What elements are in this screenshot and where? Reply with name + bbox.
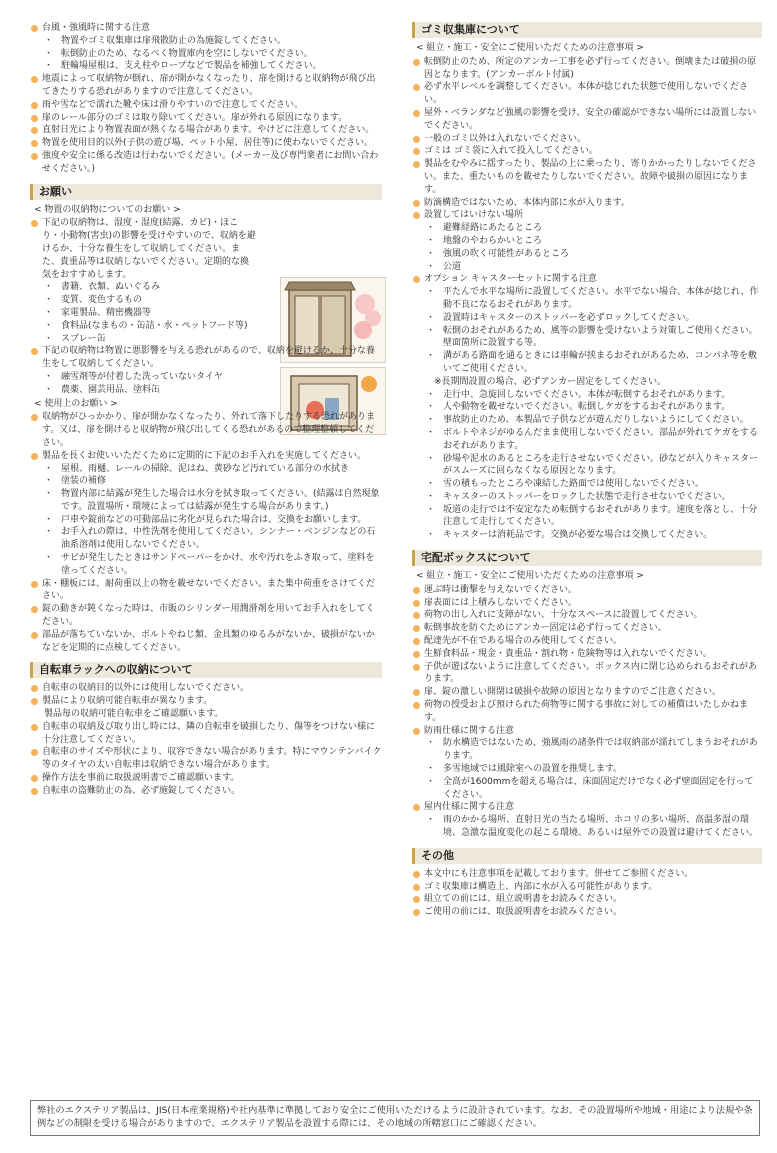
delivery-item: 扉、錠の激しい開閉は破損や故障の原因となりますのでご注意ください。	[412, 686, 762, 699]
bad-items-intro: 下記の収納物は物置に悪影響を与える恐れがあるので、収納を避けるか、十分な養生をして収納してください。	[30, 345, 382, 371]
caster-item: ・ 人や動物を載せないでください。転倒しケガをするおそれがあります。	[412, 401, 762, 414]
indoor-item: ・ 雨のかかる場所、直射日光の当たる場所、ホコリの多い場所、高温多湿の環境、急激な温度変化の起こる環境、あるいは屋外での設置は避けてください。	[412, 814, 762, 840]
caster-title: オプション キャスターセットに関する注意	[412, 273, 762, 286]
note-item: 地震によって収納物が倒れ、扉が開かなくなったり、扉を開けると収納物が飛び出てきたりする恐れがありますので注意してください。	[30, 73, 382, 99]
storage-intro: 下記の収納物は、湿度・湿度(結露、カビ)・ほこり・小動物(害虫)の影響を受けやすいので、収納を避けるか、十分な養生をして収納してください。また、貴重品等は収納しないでください。定期的な換気をおすすめします。	[30, 217, 256, 281]
note-item: 強度や安全に係る改造は行わないでください。(メーカー及び専門業者にお問い合わせください。)	[30, 150, 382, 176]
bike-item: 製品により収納可能自転車が異なります。	[30, 695, 382, 708]
storage-item: ・ 変質、変色するもの	[30, 294, 275, 307]
note-item: 扉のレール部分のゴミは取り除いてください。扉が外れる原因になります。	[30, 112, 382, 125]
storage-subheading: < 物置の収納物についてのお願い >	[34, 204, 181, 215]
delivery-item: 扉表面には上積みしないでください。	[412, 597, 762, 610]
rain-item: ・ 防水構造ではないため、強風雨の諸条件では収納部が濡れてしまうおそれがあります。	[412, 737, 762, 763]
delivery-item: 荷物の出し入れに支障がない、十分なスペースに設置してください。	[412, 609, 762, 622]
garbage-item: ゴミは ゴミ袋に入れて投入してください。	[412, 145, 762, 158]
left-column	[30, 22, 382, 798]
caster-item: ・ 雪の積もったところや凍結した路面では使用しないでください。	[412, 478, 762, 491]
rain-title: 防雨仕様に関する注意	[412, 725, 762, 738]
right-column	[412, 22, 762, 919]
note-item: 直射日光により物置表面が熱くなる場合があります。やけどに注意してください。	[30, 124, 382, 137]
delivery-item: 転倒事故を防ぐためにアンカー固定は必ず行ってください。	[412, 622, 762, 635]
onegai-header: お願い	[30, 184, 382, 200]
usage-item: 製品を長くお使いいただくために定期的に下記のお手入れを実施してください。	[30, 450, 382, 463]
caster-item: ・ キャスターは消耗品です。交換が必要な場合は交換してください。	[412, 529, 762, 542]
footer-disclaimer: 弊社のエクステリア製品は、JIS(日本産業規格)や社内基準に準拠しており安全にご使用いただけるように設計されています。なお、その設置場所や地域・用途により法規や条例などの制限を受ける場合がありますので、エクステリア製品を設置する際には、その地域の所轄窓口にご確認ください。	[30, 1100, 760, 1136]
garbage-item: 防滴構造ではないため、本体内部に水が入ります。	[412, 197, 762, 210]
caster-item: ・ 砂場や泥水のあるところを走行させないでください。砂などが入りキャスターがスムーズに回らなくなる原因となります。	[412, 453, 762, 479]
typhoon-item: ・ 転倒防止のため、なるべく物置庫内を空にしないでください。	[30, 48, 382, 61]
other-item: 組立ての前には、組立説明書をお読みください。	[412, 893, 762, 906]
garbage-item: 屋外・ベランダなど強風の影響を受け、安全の確認ができない場所には設置しないでください。	[412, 107, 762, 133]
caster-item: ・ 平たんで水平な場所に設置してください。水平でない場合、本体が捻じれ、作動不良になるおそれがあります。	[412, 286, 762, 312]
place-title: 設置してはいけない場所	[412, 209, 762, 222]
caster-item: ・ 事故防止のため、本製品で子供などが遊んだりしないようにしてください。	[412, 414, 762, 427]
place-item: ・ 強風の吹く可能性があるところ	[412, 248, 762, 261]
note-item: 物置を使用目的以外(子供の遊び場、ペット小屋、居住等)に使わないでください。	[30, 137, 382, 150]
delivery-item: 運ぶ時は衝撃を与えないでください。	[412, 584, 762, 597]
note-item: 雨や雪などで濡れた靴や床は滑りやすいので注意してください。	[30, 99, 382, 112]
caster-item: ・ 設置時はキャスターのストッパーを必ずロックしてください。	[412, 312, 762, 325]
delivery-subheading: < 組立・施工・安全にご使用いただくための注意事項 >	[416, 571, 644, 582]
bad-item: ・ 融雪剤等が付着した洗っていないタイヤ	[30, 371, 382, 384]
typhoon-title: 台風・強風時に関する注意	[30, 22, 382, 35]
care-item: ・ 戸車や錠前などの可動部品に劣化が見られた場合は、交換をお願いします。	[30, 514, 382, 527]
usage-item: 収納物がひっかかり、扉が開かなくなったり、外れて落下したりする恐れがあります。又は、扉を開けると収納物が飛び出してくる恐れがあるので整理整頓してください。	[30, 411, 382, 449]
usage-item: 床・棚板には、耐荷重以上の物を載せないでください。また集中荷重をさけてください。	[30, 578, 382, 604]
garbage-header: ゴミ収集庫について	[412, 22, 762, 38]
place-item: ・ 避難経路にあたるところ	[412, 222, 762, 235]
garbage-item: 製品をむやみに揺すったり、製品の上に乗ったり、寄りかかったりしないでください。また、重たいものを載せたりしないでください。故障や破損の原因になります。	[412, 158, 762, 196]
caster-item: ・ キャスターのストッパーをロックした状態で走行させないでください。	[412, 491, 762, 504]
bad-item: ・ 農薬、園芸用品、塗料缶	[30, 384, 382, 397]
delivery-item: 配達先が不在である場合のみ使用してください。	[412, 635, 762, 648]
care-item: ・ お手入れの際は、中性洗剤を使用してください。シンナー・ベンジンなどの石油系溶剤は使用しないでください。	[30, 526, 382, 552]
care-item: ・ 屋根、雨樋、レールの掃除、泥はね、黄砂など汚れている部分の水拭き	[30, 463, 382, 476]
typhoon-item: ・ 駐輪場屋根は、支え柱やロープなどで製品を補強してください。	[30, 60, 382, 73]
garbage-item: 一般のゴミ以外は入れないでください。	[412, 133, 762, 146]
place-item: ・ 公道	[412, 261, 762, 274]
place-item: ・ 地盤のやわらかいところ	[412, 235, 762, 248]
rain-item: ・ 多雪地域では風除室への設置を推奨します。	[412, 763, 762, 776]
other-item: ゴミ収集庫は構造上、内部に水が入る可能性があります。	[412, 881, 762, 894]
long-term-note: ※長期間設置の場合、必ずアンカー固定をしてください。	[434, 376, 667, 387]
caster-item: ・ 転倒のおそれがあるため、風等の影響を受けないよう対策しご使用ください。壁面箇所に設置する等。	[412, 325, 762, 351]
usage-subheading: < 使用上のお願い >	[34, 398, 118, 409]
other-header: その他	[412, 848, 762, 864]
bike-item: 自転車の盗難防止の為、必ず施錠してください。	[30, 785, 382, 798]
typhoon-item: ・ 物置やゴミ収集庫は扉飛散防止の為施錠してください。	[30, 35, 382, 48]
care-item: ・ 物置内部に結露が発生した場合は水分を拭き取ってください。(結露は自然現象です。設置場所・環境によっては結露が発生する場合があります。)	[30, 488, 382, 514]
storage-item: ・ 食料品(なまもの・缶詰・水・ペットフード等)	[30, 320, 299, 333]
bike-item: 操作方法を事前に取扱説明書でご確認願います。	[30, 772, 382, 785]
usage-item: 部品が落ちていないか、ボルトやねじ類、金具類のゆるみがないか、破損がないかなどを定期的に点検してください。	[30, 629, 382, 655]
indoor-title: 屋内仕様に関する注意	[412, 801, 762, 814]
bike-item: 自転車のサイズや形状により、収容できない場合があります。特にマウンテンバイク等のタイヤの太い自転車は収納できない場合があります。	[30, 746, 382, 772]
caster-item: ・ 坂道の走行では不安定なため転倒するおそれがあります。速度を落とし、十分注意して走行してください。	[412, 504, 762, 530]
caster-item: ・ 走行中、急旋回しないでください。本体が転倒するおそれがあります。	[412, 389, 762, 402]
delivery-item: 生鮮食料品・現金・貴重品・割れ物・危険物等は入れないでください。	[412, 648, 762, 661]
usage-item: 錠の動きが鈍くなった時は、市販のシリンダー用潤滑剤を用いてお手入れをしてください。	[30, 603, 382, 629]
bike-item: 自転車の収納及び取り出し時には、隣の自転車を破損したり、傷等をつけない様に十分注意してください。	[30, 721, 382, 747]
delivery-box-header: 宅配ボックスについて	[412, 550, 762, 566]
storage-item: ・ 家電製品、精密機器等	[30, 307, 275, 320]
rain-item: ・ 全高が1600mmを超える場合は、床面固定だけでなく必ず壁面固定を行ってください。	[412, 776, 762, 802]
caster-item: ・ 溝がある路面を通るときには車輪が挟まるおそれがあるため、コンパネ等を敷いてご使用ください。	[412, 350, 762, 376]
bike-rack-header: 自転車ラックへの収納について	[30, 662, 382, 678]
bike-item: 自転車の収納目的以外には使用しないでください。	[30, 682, 382, 695]
care-item: ・ サビが発生したときはサンドペーパーをかけ、水や汚れをふき取って、塗料を塗ってください。	[30, 552, 382, 578]
caster-item: ・ ボルトやネジがゆるんだまま使用しないでください。部品が外れてケガをするおそれがあります。	[412, 427, 762, 453]
other-item: ご使用の前には、取扱説明書をお読みください。	[412, 906, 762, 919]
care-item: ・ 塗装の補修	[30, 475, 382, 488]
bike-item-note: 製品毎の収納可能自転車をご確認願います。	[44, 709, 224, 720]
storage-item: ・ 書籍、衣類、ぬいぐるみ	[30, 281, 275, 294]
other-item: 本文中にも注意事項を記載しております。併せてご参照ください。	[412, 868, 762, 881]
garbage-item: 必ず水平レベルを調整してください。本体が捻じれた状態で使用しないでください。	[412, 81, 762, 107]
garbage-subheading: < 組立・施工・安全にご使用いただくための注意事項 >	[416, 43, 644, 53]
garbage-item: 転倒防止のため、所定のアンカー工事を必ず行ってください。倒壊または破損の原因となります。(アンカーボルト付属)	[412, 56, 762, 82]
storage-item: ・ スプレー缶	[30, 333, 275, 346]
delivery-item: 荷物の授受および預けられた荷物等に関する事故に対しての補償はいたしかねます。	[412, 699, 762, 725]
delivery-item: 子供が遊ばないように注意してください。ボックス内に閉じ込められるおそれがあります。	[412, 661, 762, 687]
